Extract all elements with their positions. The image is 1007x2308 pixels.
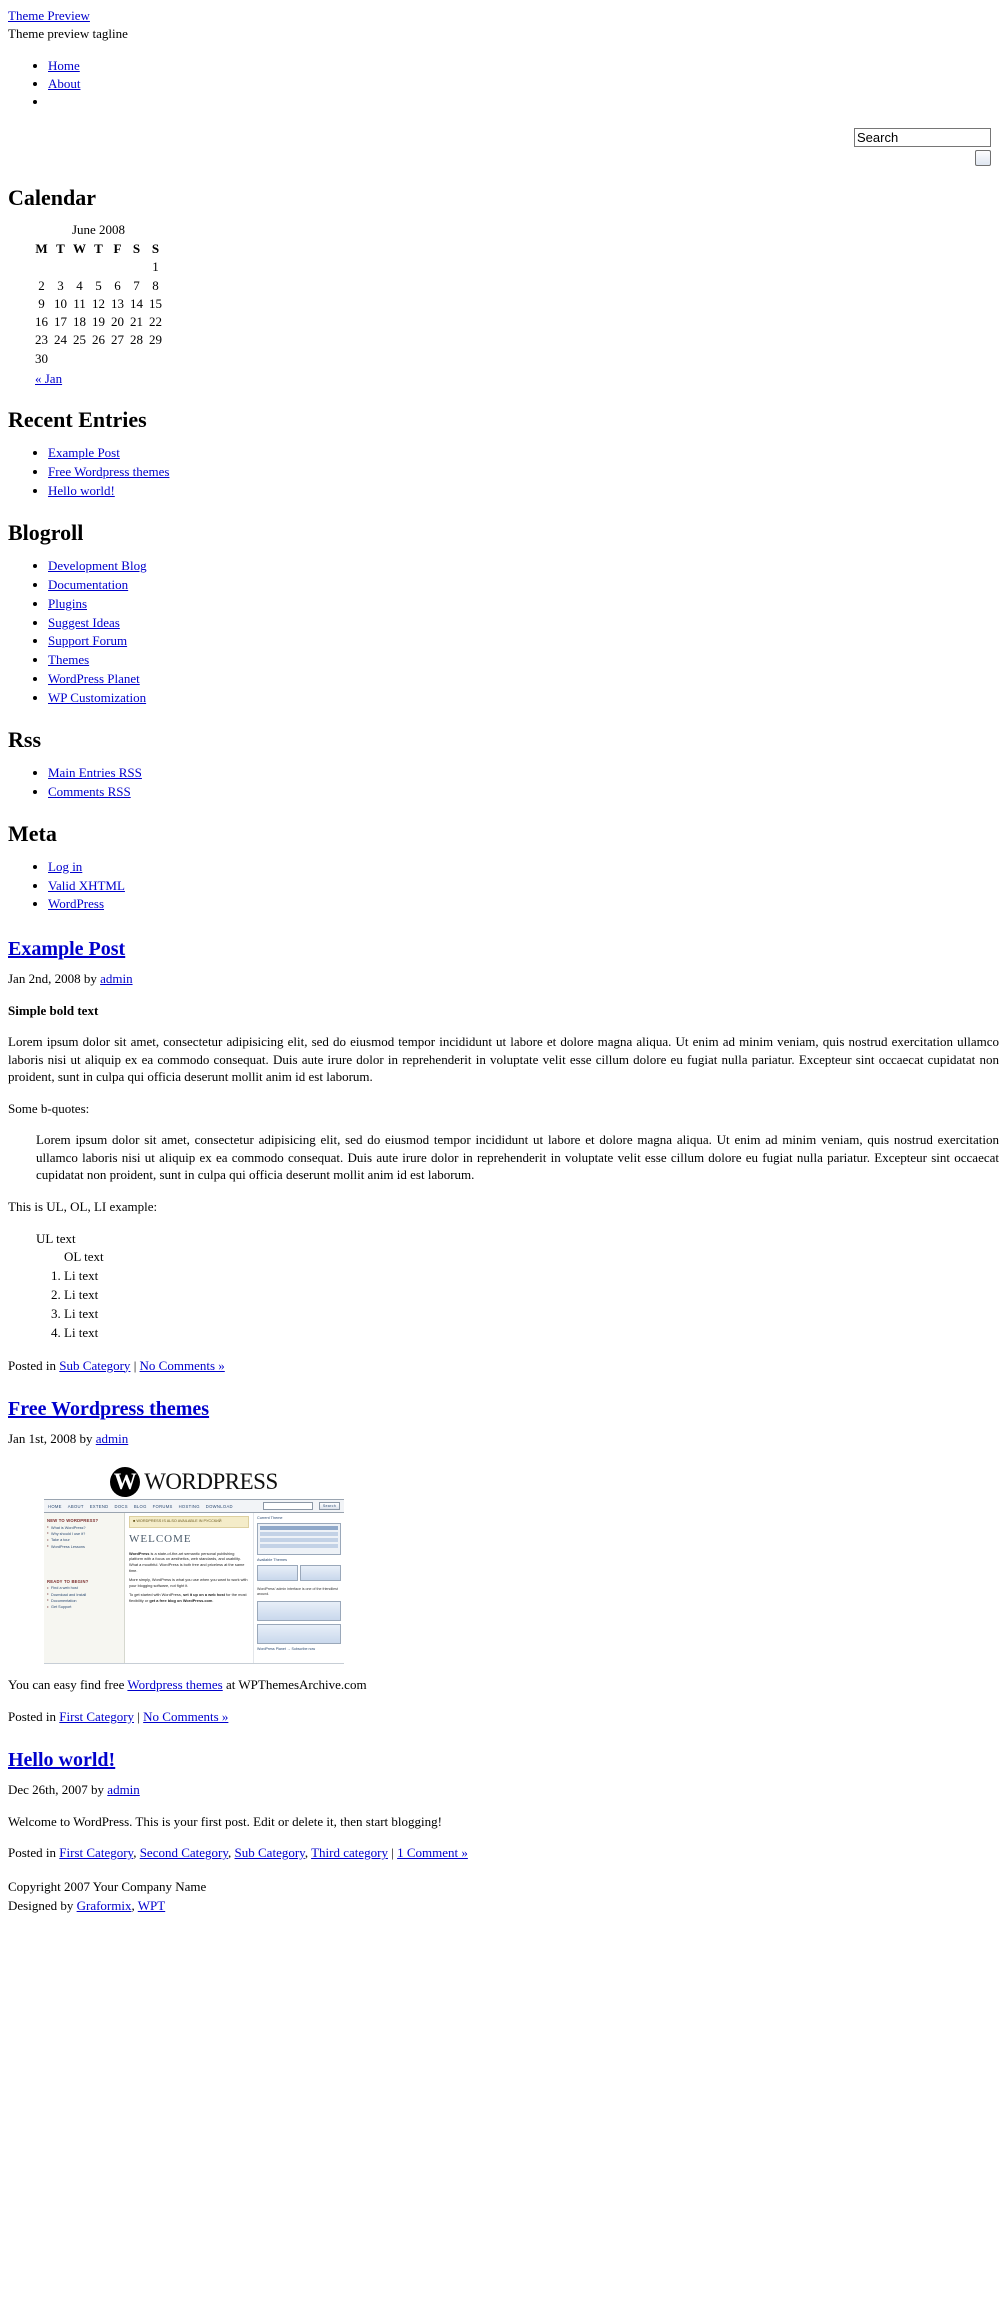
screenshot-left-column: [44, 1513, 125, 1663]
calendar-day: 6: [114, 277, 121, 293]
post-date: Jan 1st, 2008 by: [8, 1431, 96, 1447]
screenshot-nav-item: HOSTING: [178, 1503, 200, 1509]
post-title: [8, 1398, 999, 1421]
post-example-post: [8, 938, 999, 1374]
list-item[interactable]: [48, 632, 999, 651]
screenshot-left-item: ▸ Find a web host: [47, 1586, 121, 1591]
rss-link[interactable]: Comments RSS: [48, 783, 131, 799]
calendar-day: 9: [38, 295, 45, 311]
category-separator: ,: [304, 1845, 312, 1861]
list-item[interactable]: [48, 557, 999, 576]
wordpress-site-screenshot: [44, 1463, 344, 1664]
list-item[interactable]: [48, 463, 999, 482]
list-item[interactable]: [48, 877, 999, 896]
calendar-day: 3: [57, 277, 64, 293]
screenshot-intro-paragraph: [129, 1551, 249, 1574]
recent-entries-title: Recent Entries: [8, 407, 147, 433]
list-item[interactable]: [48, 783, 999, 802]
blogroll-link[interactable]: Development Blog: [48, 557, 147, 573]
calendar-day: 24: [54, 332, 67, 348]
calendar-day: 17: [54, 314, 67, 330]
post-meta: [8, 1782, 999, 1798]
screenshot-banner: ■ WORDPRESS IS ALSO AVAILABLE IN РУССКИЙ: [129, 1516, 249, 1528]
posted-in-label: Posted in: [8, 1708, 60, 1724]
search-input[interactable]: [854, 128, 991, 147]
list-item[interactable]: [48, 614, 999, 633]
designer-link-graformix[interactable]: Graformix: [76, 1897, 132, 1913]
calendar-day: 7: [133, 277, 140, 293]
rss-title: Rss: [8, 726, 42, 752]
calendar-day: [146, 350, 165, 368]
posted-in-label: Posted in: [8, 1845, 60, 1861]
calendar-day: [89, 350, 108, 368]
post-title-link[interactable]: Hello world!: [8, 1749, 116, 1772]
screenshot-nav-item: EXTEND: [89, 1503, 109, 1509]
calendar-day: 13: [111, 295, 124, 311]
calendar-day: 21: [130, 314, 143, 330]
calendar-day: [89, 258, 108, 276]
site-header: [8, 8, 999, 112]
quote-intro: Some b-quotes:: [8, 1100, 90, 1116]
calendar-day: 22: [149, 314, 162, 330]
screenshot-nav-item: DOCS: [114, 1503, 128, 1509]
blogroll-link[interactable]: Support Forum: [48, 633, 128, 649]
site-title: [8, 8, 999, 25]
nav-item-home[interactable]: [48, 57, 999, 75]
post-body: [8, 1813, 999, 1862]
screenshot-nav-item: DOWNLOAD: [205, 1503, 233, 1509]
calendar-weekday: W: [73, 241, 86, 257]
category-separator: ,: [133, 1845, 140, 1861]
calendar-day: [51, 350, 70, 368]
calendar-day: 18: [73, 314, 86, 330]
screenshot-theme-thumb: [257, 1565, 298, 1581]
list-item[interactable]: [48, 444, 999, 463]
unordered-list-example: [8, 1230, 999, 1268]
meta-title: Meta: [8, 820, 57, 846]
list-item[interactable]: [48, 895, 999, 914]
calendar-widget-title: Calendar: [8, 184, 96, 210]
calendar-prev-link[interactable]: « Jan: [35, 370, 63, 386]
list-item[interactable]: [48, 764, 999, 783]
blogroll-link[interactable]: WordPress Planet: [48, 671, 140, 687]
post-date: Jan 2nd, 2008 by: [8, 971, 101, 987]
screenshot-theme-thumb: [300, 1565, 341, 1581]
nav-item-about[interactable]: [48, 75, 999, 93]
calendar-day: [51, 258, 70, 276]
category-link[interactable]: First Category: [59, 1708, 135, 1724]
screenshot-extra-thumb-2: [257, 1624, 341, 1644]
calendar-day: 16: [35, 314, 48, 330]
calendar-day: 4: [76, 277, 83, 293]
wordpress-mark-icon: W: [110, 1467, 140, 1497]
list-item: [36, 1230, 999, 1268]
post-footer: [8, 1357, 999, 1375]
calendar-week-row: [32, 258, 165, 276]
post-author-link[interactable]: admin: [107, 1782, 140, 1798]
list-item[interactable]: [48, 689, 999, 708]
list-item[interactable]: [48, 482, 999, 501]
screenshot-left-item: ▸ Download and Install: [47, 1593, 121, 1598]
calendar-day: 8: [152, 277, 159, 293]
screenshot-p3-a: To get started with WordPress,: [129, 1591, 183, 1597]
list-item[interactable]: [48, 670, 999, 689]
post-title-link[interactable]: Free Wordpress themes: [8, 1398, 210, 1421]
post-paragraph: Welcome to WordPress. This is your first post. Edit or delete it, then start blogging!: [8, 1813, 442, 1829]
screenshot-nav-item: ABOUT: [67, 1503, 84, 1509]
meta-link[interactable]: Log in: [48, 858, 83, 874]
calendar-day: 27: [111, 332, 124, 348]
screenshot-left-item: ▸ Get Support: [47, 1605, 121, 1610]
list-item: 1. Li text: [64, 1267, 999, 1286]
calendar-day: [127, 258, 146, 276]
calendar-day: [70, 350, 89, 368]
screenshot-welcome-heading: WELCOME: [129, 1533, 192, 1546]
wordpress-logo: [44, 1463, 344, 1499]
calendar-day: [108, 258, 127, 276]
blogroll-link[interactable]: Documentation: [48, 576, 129, 592]
designed-by-label: Designed by: [8, 1897, 77, 1913]
designer-link-wpt[interactable]: WPT: [137, 1897, 166, 1913]
nav-item-empty[interactable]: [48, 93, 999, 111]
primary-nav: [8, 57, 999, 112]
post-author-link[interactable]: admin: [95, 1431, 129, 1447]
category-link[interactable]: First Category: [59, 1845, 134, 1861]
calendar-day: 15: [149, 295, 162, 311]
site-title-link[interactable]: Theme Preview: [8, 8, 90, 23]
calendar-week-row: [32, 331, 165, 349]
list-item: 2. Li text: [64, 1286, 999, 1305]
wordpress-themes-link[interactable]: Wordpress themes: [127, 1677, 223, 1693]
calendar-day: 25: [73, 332, 86, 348]
post-paragraph: Lorem ipsum dolor sit amet, consectetur adipisicing elit, sed do eiusmod tempor incididunt ut labore et dolore magna aliqua. Ut enim ad minim veniam, quis nostrud exercitation ullamco laboris nisi ut aliquip ex ea commodo consequat. Duis aute irure dolor in reprehenderit in voluptate velit esse cillum dolore eu fugiat nulla pariatur. Excepteur sint occaecat cupidatat non proident, sunt in culpa qui officia deserunt mollit anim id est laborum.: [8, 1034, 999, 1085]
comments-link[interactable]: No Comments »: [143, 1708, 229, 1724]
screenshot-extra-thumb: [257, 1601, 341, 1621]
footer-separator: |: [134, 1708, 144, 1724]
meta-link[interactable]: WordPress: [48, 896, 105, 912]
calendar-table: [32, 222, 165, 388]
list-item[interactable]: [48, 595, 999, 614]
post-author-link[interactable]: admin: [100, 971, 133, 987]
calendar-weekday: M: [35, 241, 48, 257]
calendar-day: 30: [35, 350, 48, 366]
calendar-day: 28: [130, 332, 143, 348]
calendar-caption: June 2008: [71, 221, 126, 237]
list-item[interactable]: [48, 858, 999, 877]
post-body: [8, 1002, 999, 1375]
calendar-weekday: S: [132, 241, 141, 257]
calendar-day: 26: [92, 332, 105, 348]
calendar-day: [127, 350, 146, 368]
calendar-weekday: T: [56, 241, 65, 257]
list-item: 3. Li text: [64, 1305, 999, 1324]
screenshot-caption: WordPress' admin interface is one of the friendliest around.: [257, 1586, 338, 1597]
category-link[interactable]: Sub Category: [234, 1845, 305, 1861]
post-hello-world: [8, 1749, 999, 1861]
screenshot-left-item: ▸ Take a tour: [47, 1538, 121, 1543]
screenshot-paragraph-3: [129, 1592, 249, 1604]
calendar-day: 23: [35, 332, 48, 348]
site-tagline: Theme preview tagline: [8, 25, 128, 41]
screenshot-theme-preview: [257, 1523, 341, 1555]
screenshot-p3-bold2: get a free blog on WordPress.com: [149, 1597, 213, 1603]
comments-link[interactable]: 1 Comment »: [397, 1845, 468, 1861]
screenshot-available-themes-label: Available Themes: [257, 1558, 288, 1563]
post-free-wordpress-themes: [8, 1398, 999, 1725]
post-meta: [8, 1431, 999, 1447]
calendar-week-row: [32, 350, 165, 368]
text-before-link: You can easy find free: [8, 1677, 128, 1693]
screenshot-right-column: [253, 1513, 344, 1663]
calendar-day: [70, 258, 89, 276]
calendar-day: 11: [73, 295, 86, 311]
blogroll-list: [8, 557, 999, 708]
screenshot-left-heading: NEW TO WORDPRESS?: [47, 1518, 99, 1524]
screenshot-nav-item: HOME: [48, 1503, 62, 1509]
calendar-week-row: [32, 295, 165, 313]
screenshot-left-item: ▸ What is WordPress?: [47, 1526, 121, 1531]
screenshot-nav-item: FORUMS: [152, 1503, 173, 1509]
site-footer: [8, 1878, 999, 1926]
post-bold-line: Simple bold text: [8, 1002, 99, 1018]
category-link[interactable]: Sub Category: [59, 1357, 131, 1373]
screenshot-left-item: ▸ Documentation: [47, 1599, 121, 1604]
screenshot-p3-c: .: [212, 1597, 214, 1603]
post-title: [8, 938, 999, 961]
sidebar: [8, 186, 999, 915]
calendar-day: 14: [130, 295, 143, 311]
blogroll-link[interactable]: Plugins: [48, 595, 88, 611]
calendar-day: [108, 350, 127, 368]
calendar-weekday: S: [151, 241, 160, 257]
list-item[interactable]: [48, 651, 999, 670]
comments-link[interactable]: No Comments »: [139, 1357, 225, 1373]
screenshot-intro-bold: WordPress: [129, 1550, 150, 1556]
list-item: 4. Li text: [64, 1324, 999, 1343]
text-after-link: at WPThemesArchive.com: [222, 1677, 367, 1693]
calendar-day: 29: [149, 332, 162, 348]
calendar-day: 20: [111, 314, 124, 330]
footer-copyright: Copyright 2007 Your Company Name: [8, 1878, 207, 1894]
screenshot-body: [44, 1513, 344, 1664]
post-title-link[interactable]: Example Post: [8, 938, 126, 961]
screenshot-left-item: ▸ Why should I use it?: [47, 1532, 121, 1537]
blogroll-link[interactable]: Suggest Ideas: [48, 614, 120, 630]
post-date: Dec 26th, 2007 by: [8, 1782, 108, 1798]
post-footer: [8, 1708, 999, 1726]
search-form: [8, 128, 999, 166]
list-item[interactable]: [48, 576, 999, 595]
calendar-nav-row: [32, 368, 165, 388]
category-link[interactable]: Third category: [311, 1845, 388, 1861]
blogroll-title: Blogroll: [8, 519, 84, 545]
footer-credits: [8, 1897, 999, 1916]
calendar-weekday: F: [113, 241, 122, 257]
rss-link[interactable]: Main Entries RSS: [48, 764, 142, 780]
recent-entry-link[interactable]: Example Post: [48, 445, 120, 461]
recent-entries-list: [8, 444, 999, 501]
post-title: [8, 1749, 999, 1772]
screenshot-p3-bold: set it up on a web host: [183, 1591, 225, 1597]
post-body: [8, 1676, 999, 1725]
ul-text: UL text: [36, 1230, 76, 1246]
calendar-day: 2: [38, 277, 45, 293]
screenshot-search-button: Search: [319, 1502, 340, 1510]
screenshot-paragraph-2: More simply, WordPress is what you use when you want to work with your blogging software, not fight it.: [129, 1576, 248, 1588]
recent-entry-link[interactable]: Hello world!: [48, 482, 115, 498]
ol-text: OL text: [64, 1249, 104, 1265]
meta-link[interactable]: Valid XHTML: [48, 877, 125, 893]
screenshot-left-item: ▸ WordPress Lessons: [47, 1545, 121, 1550]
calendar-week-row: [32, 313, 165, 331]
calendar-week-row: [32, 277, 165, 295]
post-footer: [8, 1844, 999, 1862]
recent-entry-link[interactable]: Free Wordpress themes: [48, 464, 170, 480]
calendar-weekday: T: [94, 241, 103, 257]
calendar-prev-cell: [32, 368, 165, 388]
posted-in-label: Posted in: [8, 1357, 60, 1373]
wordpress-wordmark: WORDPRESS: [144, 1468, 278, 1494]
designer-separator: ,: [131, 1897, 138, 1913]
list-intro: This is UL, OL, LI example:: [8, 1198, 158, 1214]
post-blockquote: [36, 1131, 999, 1184]
search-submit-button[interactable]: [975, 150, 991, 166]
calendar-day: 5: [95, 277, 102, 293]
nested-list: [36, 1248, 999, 1267]
rss-list: [8, 764, 999, 802]
blogroll-link[interactable]: Themes: [48, 652, 90, 668]
screenshot-intro-text: is a state-of-the-art semantic personal publishing platform with a focus on aesthetics, web standards, and usability. What a mouthful. WordPress is both free and priceless at the same time.: [129, 1550, 245, 1574]
screenshot-middle-column: [125, 1513, 253, 1663]
calendar-day: 10: [54, 295, 67, 311]
nav-link-about[interactable]: About: [48, 76, 81, 92]
ordered-list-example: [8, 1267, 999, 1342]
nav-link-home[interactable]: Home: [48, 58, 80, 74]
blogroll-link[interactable]: WP Customization: [48, 689, 147, 705]
calendar-day: 12: [92, 295, 105, 311]
calendar-day: 19: [92, 314, 105, 330]
screenshot-nav-item: BLOG: [133, 1503, 147, 1509]
category-link[interactable]: Second Category: [139, 1845, 229, 1861]
footer-separator: |: [387, 1845, 398, 1861]
screenshot-left-heading: READY TO BEGIN?: [47, 1578, 89, 1584]
calendar-weekday-row: [32, 240, 165, 258]
screenshot-p3-b: for the most flexibility or: [129, 1591, 247, 1603]
meta-list: [8, 858, 999, 915]
screenshot-current-theme-label: Current Theme: [257, 1516, 283, 1521]
screenshot-search-field: [263, 1502, 313, 1510]
screenshot-navbar: [44, 1499, 344, 1513]
footer-separator: |: [130, 1357, 140, 1373]
category-separator: ,: [228, 1845, 235, 1861]
list-item: [64, 1248, 999, 1267]
post-paragraph: [8, 1676, 999, 1694]
post-meta: [8, 971, 999, 987]
calendar-day: 1: [152, 259, 159, 275]
calendar-day: [32, 258, 51, 276]
blockquote-text: Lorem ipsum dolor sit amet, consectetur adipisicing elit, sed do eiusmod tempor incididunt ut labore et dolore magna aliqua. Ut enim ad minim veniam, quis nostrud exercitation ullamco laboris nisi ut aliquip ex ea commodo consequat. Duis aute irure dolor in reprehenderit in voluptate velit esse cillum dolore eu fugiat nulla pariatur. Excepteur sint occaecat cupidatat non proident, sunt in culpa qui officia deserunt mollit anim id est laborum.: [36, 1132, 999, 1183]
screenshot-planet-link: WordPress Planet → Subscribe now: [257, 1646, 316, 1651]
